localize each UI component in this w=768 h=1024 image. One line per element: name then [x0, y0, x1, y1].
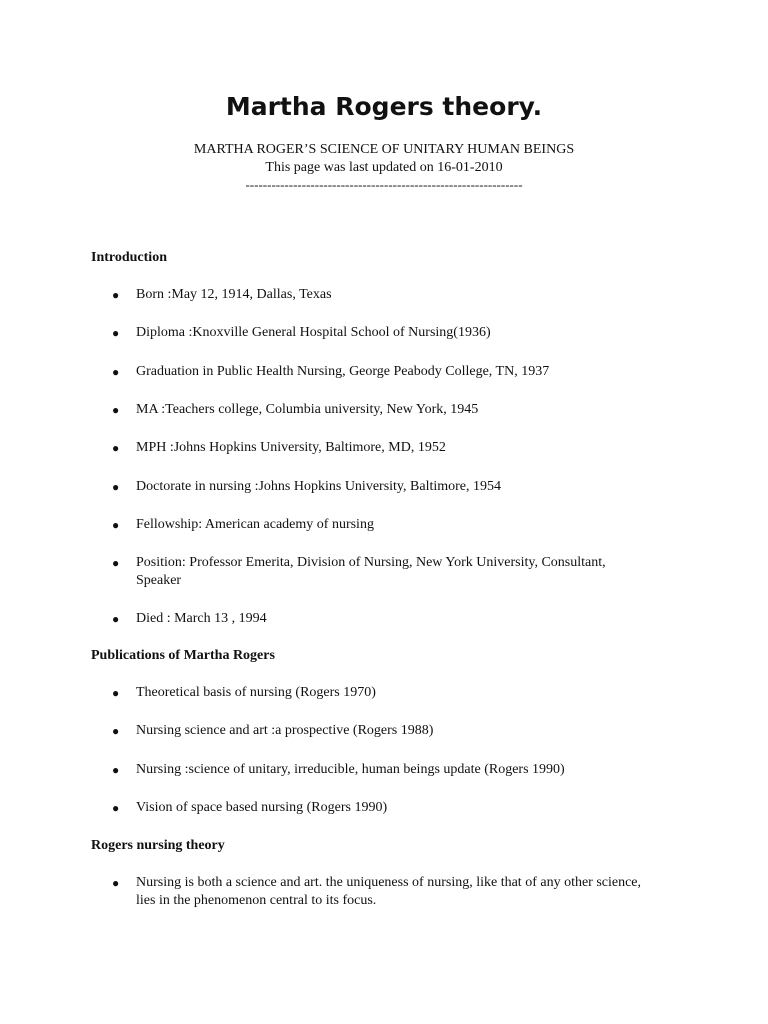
list-item-text: Vision of space based nursing (Rogers 1990)	[136, 800, 388, 815]
list-item	[112, 799, 652, 817]
list-item-text: Theoretical basis of nursing (Rogers 1970)	[136, 685, 376, 700]
list-item	[112, 286, 652, 304]
list-item-text: MA :Teachers college, Columbia university, New York, 1945	[136, 402, 479, 417]
page-title: Martha Rogers theory.	[225, 92, 543, 121]
bullet-icon: ●	[112, 326, 120, 340]
dashed-divider: ----------------------------------------------------------------	[245, 177, 523, 192]
section-heading-rogers-nursing-theory: Rogers nursing theory	[91, 838, 225, 853]
list-item-text: Graduation in Public Health Nursing, George Peabody College, TN, 1937	[136, 364, 550, 379]
list-item	[112, 610, 652, 628]
bullet-icon: ●	[112, 876, 120, 890]
list-item-text: Born :May 12, 1914, Dallas, Texas	[136, 287, 332, 302]
last-updated-text: This page was last updated on 16-01-2010	[265, 160, 503, 175]
list-item-text: Doctorate in nursing :Johns Hopkins University, Baltimore, 1954	[136, 479, 501, 494]
list-item	[112, 874, 652, 910]
bullet-icon: ●	[112, 612, 120, 626]
list-item	[112, 761, 652, 779]
list-item	[112, 363, 652, 381]
bullet-icon: ●	[112, 724, 120, 738]
list-item	[112, 439, 652, 457]
list-item	[112, 684, 652, 702]
section-heading-publications: Publications of Martha Rogers	[91, 648, 275, 663]
list-item	[112, 554, 652, 590]
list-item-text: Diploma :Knoxville General Hospital School of Nursing(1936)	[136, 325, 491, 340]
bullet-icon: ●	[112, 801, 120, 815]
list-item-text: Died : March 13 , 1994	[136, 611, 267, 626]
list-item-text: Position: Professor Emerita, Division of Nursing, New York University, Consultant, Speaker	[136, 555, 606, 588]
bullet-icon: ●	[112, 403, 120, 417]
bullet-icon: ●	[112, 441, 120, 455]
list-item	[112, 401, 652, 419]
section-heading-introduction: Introduction	[91, 250, 167, 265]
list-item-text: Nursing :science of unitary, irreducible, human beings update (Rogers 1990)	[136, 762, 565, 777]
list-item	[112, 324, 652, 342]
bullet-icon: ●	[112, 518, 120, 532]
bullet-icon: ●	[112, 556, 120, 570]
list-item	[112, 516, 652, 534]
list-item-text: Nursing is both a science and art. the uniqueness of nursing, like that of any other science, lies in the phenomenon central to its focus.	[136, 875, 642, 908]
list-item-text: Nursing science and art :a prospective (Rogers 1988)	[136, 723, 434, 738]
list-item-text: Fellowship: American academy of nursing	[136, 517, 374, 532]
list-item	[112, 478, 652, 496]
bullet-icon: ●	[112, 686, 120, 700]
bullet-icon: ●	[112, 480, 120, 494]
list-item-text: MPH :Johns Hopkins University, Baltimore, MD, 1952	[136, 440, 446, 455]
bullet-icon: ●	[112, 288, 120, 302]
page-subtitle: MARTHA ROGER’S SCIENCE OF UNITARY HUMAN BEINGS	[193, 142, 575, 157]
list-item	[112, 722, 652, 740]
bullet-icon: ●	[112, 763, 120, 777]
bullet-icon: ●	[112, 365, 120, 379]
